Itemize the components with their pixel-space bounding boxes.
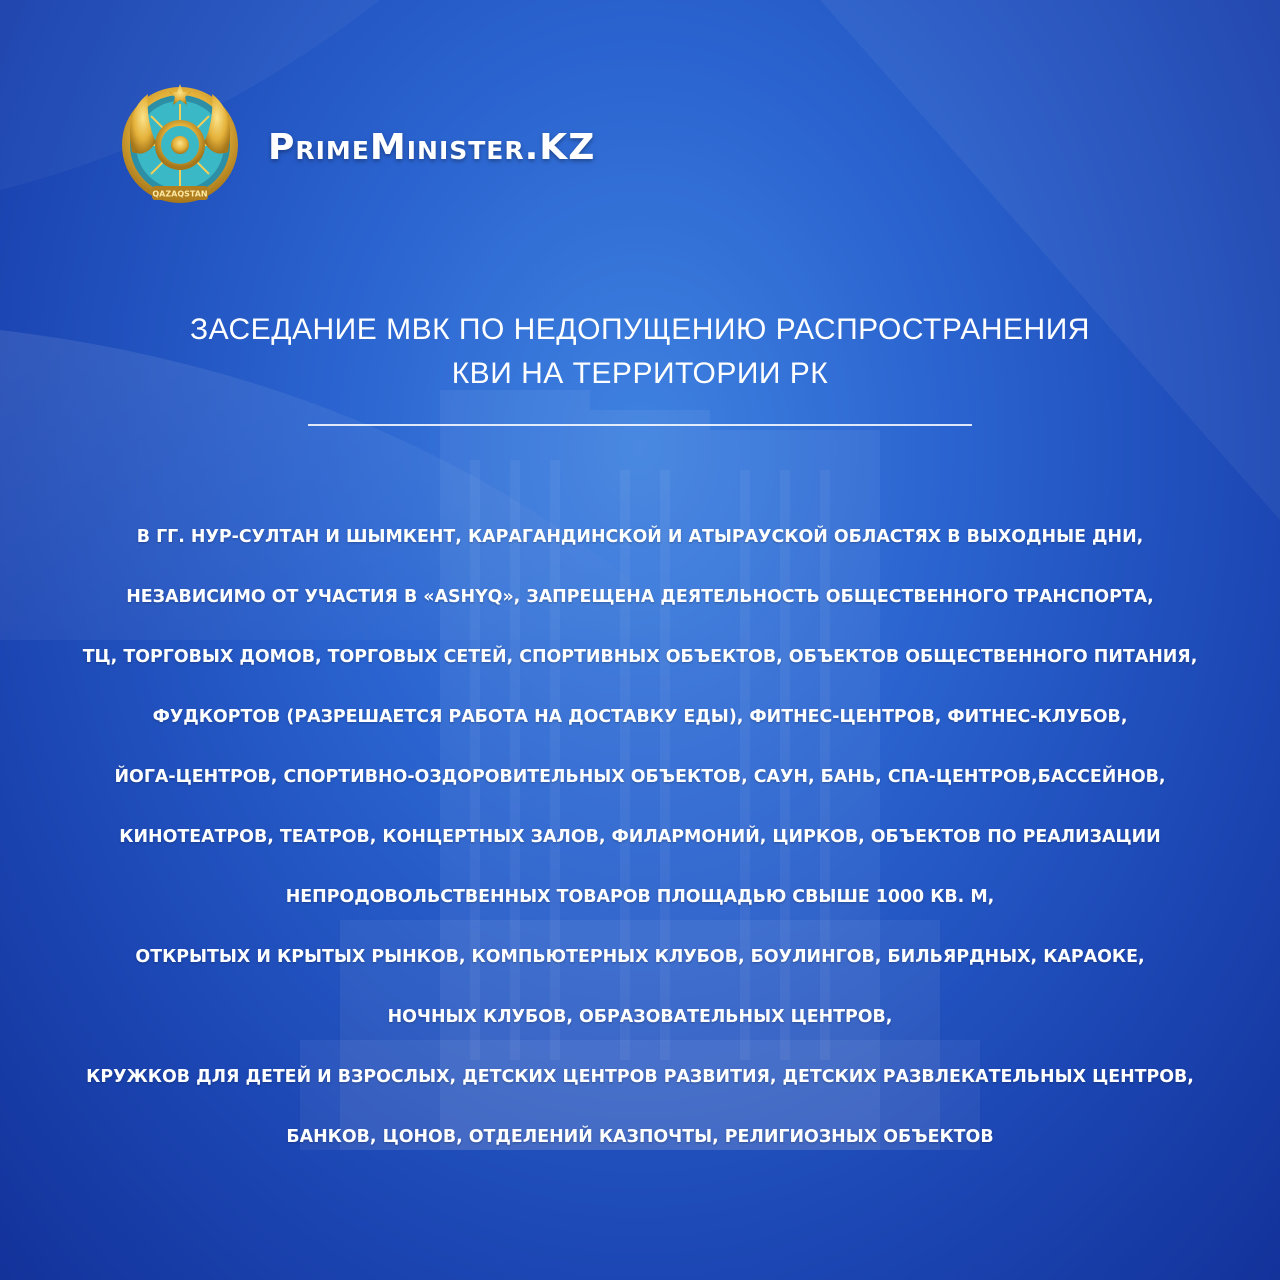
page-title	[0, 308, 1280, 396]
body-line: ТЦ, ТОРГОВЫХ ДОМОВ, ТОРГОВЫХ СЕТЕЙ, СПОРТИВНЫХ ОБЪЕКТОВ, ОБЪЕКТОВ ОБЩЕСТВЕННОГО ПИТАНИЯ,	[82, 647, 1198, 667]
emblem-ribbon-text: QAZAQSTAN	[152, 189, 208, 199]
body-line: В ГГ. НУР-СУЛТАН И ШЫМКЕНТ, КАРАГАНДИНСКОЙ И АТЫРАУСКОЙ ОБЛАСТЯХ В ВЫХОДНЫЕ ДНИ,	[136, 527, 1144, 547]
body-line: НЕЗАВИСИМО ОТ УЧАСТИЯ В «ASHYQ», ЗАПРЕЩЕНА ДЕЯТЕЛЬНОСТЬ ОБЩЕСТВЕННОГО ТРАНСПОРТА,	[126, 587, 1154, 607]
title-line-1: ЗАСЕДАНИЕ МВК ПО НЕДОПУЩЕНИЮ РАСПРОСТРАНЕНИЯ	[190, 313, 1090, 346]
body-line: ОТКРЫТЫХ И КРЫТЫХ РЫНКОВ, КОМПЬЮТЕРНЫХ КЛУБОВ, БОУЛИНГОВ, БИЛЬЯРДНЫХ, КАРАОКЕ,	[135, 947, 1145, 967]
brand-header	[118, 82, 595, 212]
body-line: ФУДКОРТОВ (РАЗРЕШАЕТСЯ РАБОТА НА ДОСТАВКУ ЕДЫ), ФИТНЕС-ЦЕНТРОВ, ФИТНЕС-КЛУБОВ,	[152, 707, 1128, 727]
title-line-2: КВИ НА ТЕРРИТОРИИ РК	[451, 357, 829, 390]
site-name: PrimeMinister.KZ	[268, 126, 596, 168]
body-line: ЙОГА-ЦЕНТРОВ, СПОРТИВНО-ОЗДОРОВИТЕЛЬНЫХ ОБЪЕКТОВ, САУН, БАНЬ, СПА-ЦЕНТРОВ,БАССЕЙНОВ,	[114, 767, 1166, 787]
body-line: КИНОТЕАТРОВ, ТЕАТРОВ, КОНЦЕРТНЫХ ЗАЛОВ, ФИЛАРМОНИЙ, ЦИРКОВ, ОБЪЕКТОВ ПО РЕАЛИЗАЦИИ	[119, 827, 1161, 847]
title-divider	[308, 424, 972, 426]
kazakhstan-state-emblem-icon	[118, 82, 242, 212]
body-line: КРУЖКОВ ДЛЯ ДЕТЕЙ И ВЗРОСЛЫХ, ДЕТСКИХ ЦЕНТРОВ РАЗВИТИЯ, ДЕТСКИХ РАЗВЛЕКАТЕЛЬНЫХ ЦЕНТРОВ,	[86, 1067, 1194, 1087]
body-line: НОЧНЫХ КЛУБОВ, ОБРАЗОВАТЕЛЬНЫХ ЦЕНТРОВ,	[387, 1007, 893, 1027]
body-line: БАНКОВ, ЦОНОВ, ОТДЕЛЕНИЙ КАЗПОЧТЫ, РЕЛИГИОЗНЫХ ОБЪЕКТОВ	[286, 1127, 994, 1147]
body-line: НЕПРОДОВОЛЬСТВЕННЫХ ТОВАРОВ ПЛОЩАДЬЮ СВЫШЕ 1000 КВ. М,	[285, 887, 995, 907]
